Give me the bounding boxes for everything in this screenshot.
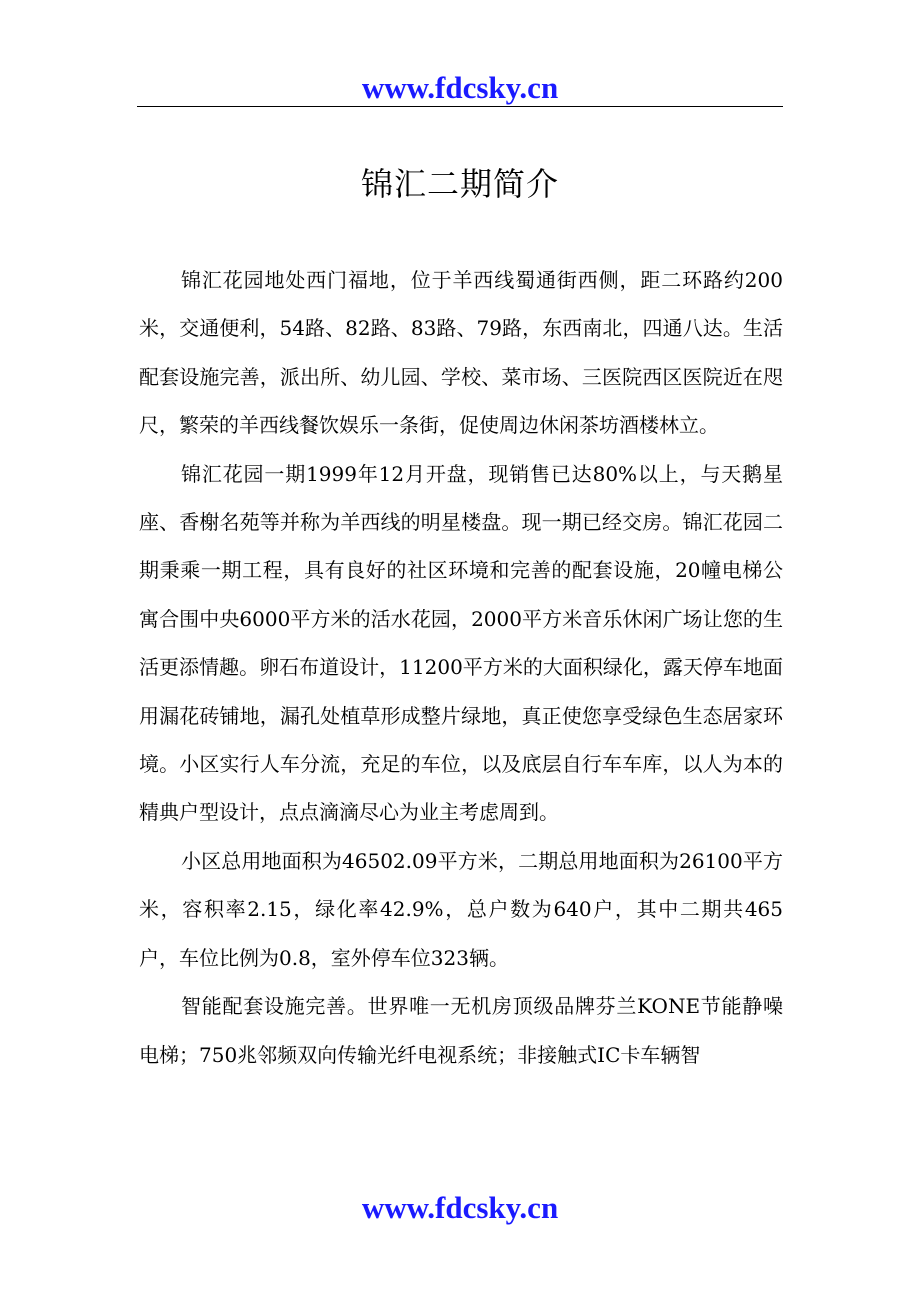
header-site-link[interactable]: www.fdcsky.cn bbox=[361, 70, 559, 105]
paragraph-smart-facilities: 智能配套设施完善。世界唯一无机房顶级品牌芬兰KONE节能静噪电梯；750兆邻频双向传输光纤电视系统；非接触式IC卡车辆智 bbox=[139, 994, 783, 1067]
paragraph-phase-overview: 锦汇花园一期1999年12月开盘，现销售已达80%以上，与天鹅星座、香榭名苑等并称为羊西线的明星楼盘。现一期已经交房。锦汇花园二期秉乘一期工程，具有良好的社区环境和完善的配套设施，20幢电梯公寓合围中央6000平方米的活水花园，2000平方米音乐休闲广场让您的生活更添情趣。卵石布道设计，11200平方米的大面积绿化，露天停车地面用漏花砖铺地，漏孔处植草形成整片绿地，真正使您享受绿色生态居家环境。小区实行人车分流，充足的车位，以及底层自行车车库，以人为本的精典户型设计，点点滴滴尽心为业主考虑周到。 bbox=[139, 461, 783, 825]
document-title: 锦汇二期简介 bbox=[360, 165, 559, 203]
document-body bbox=[139, 256, 783, 1079]
footer-site-link[interactable]: www.fdcsky.cn bbox=[361, 1190, 559, 1225]
paragraph-location: 锦汇花园地处西门福地，位于羊西线蜀通街西侧，距二环路约200米，交通便利，54路、82路、83路、79路，东西南北，四通八达。生活配套设施完善，派出所、幼儿园、学校、菜市场、三医院西区医院近在咫尺，繁荣的羊西线餐饮娱乐一条街，促使周边休闲茶坊酒楼林立。 bbox=[139, 268, 783, 438]
header-divider bbox=[137, 106, 783, 107]
paragraph-site-statistics: 小区总用地面积为46502.09平方米，二期总用地面积为26100平方米，容积率2.15，绿化率42.9%，总户数为640户，其中二期共465户，车位比例为0.8，室外停车位323辆。 bbox=[139, 848, 783, 970]
